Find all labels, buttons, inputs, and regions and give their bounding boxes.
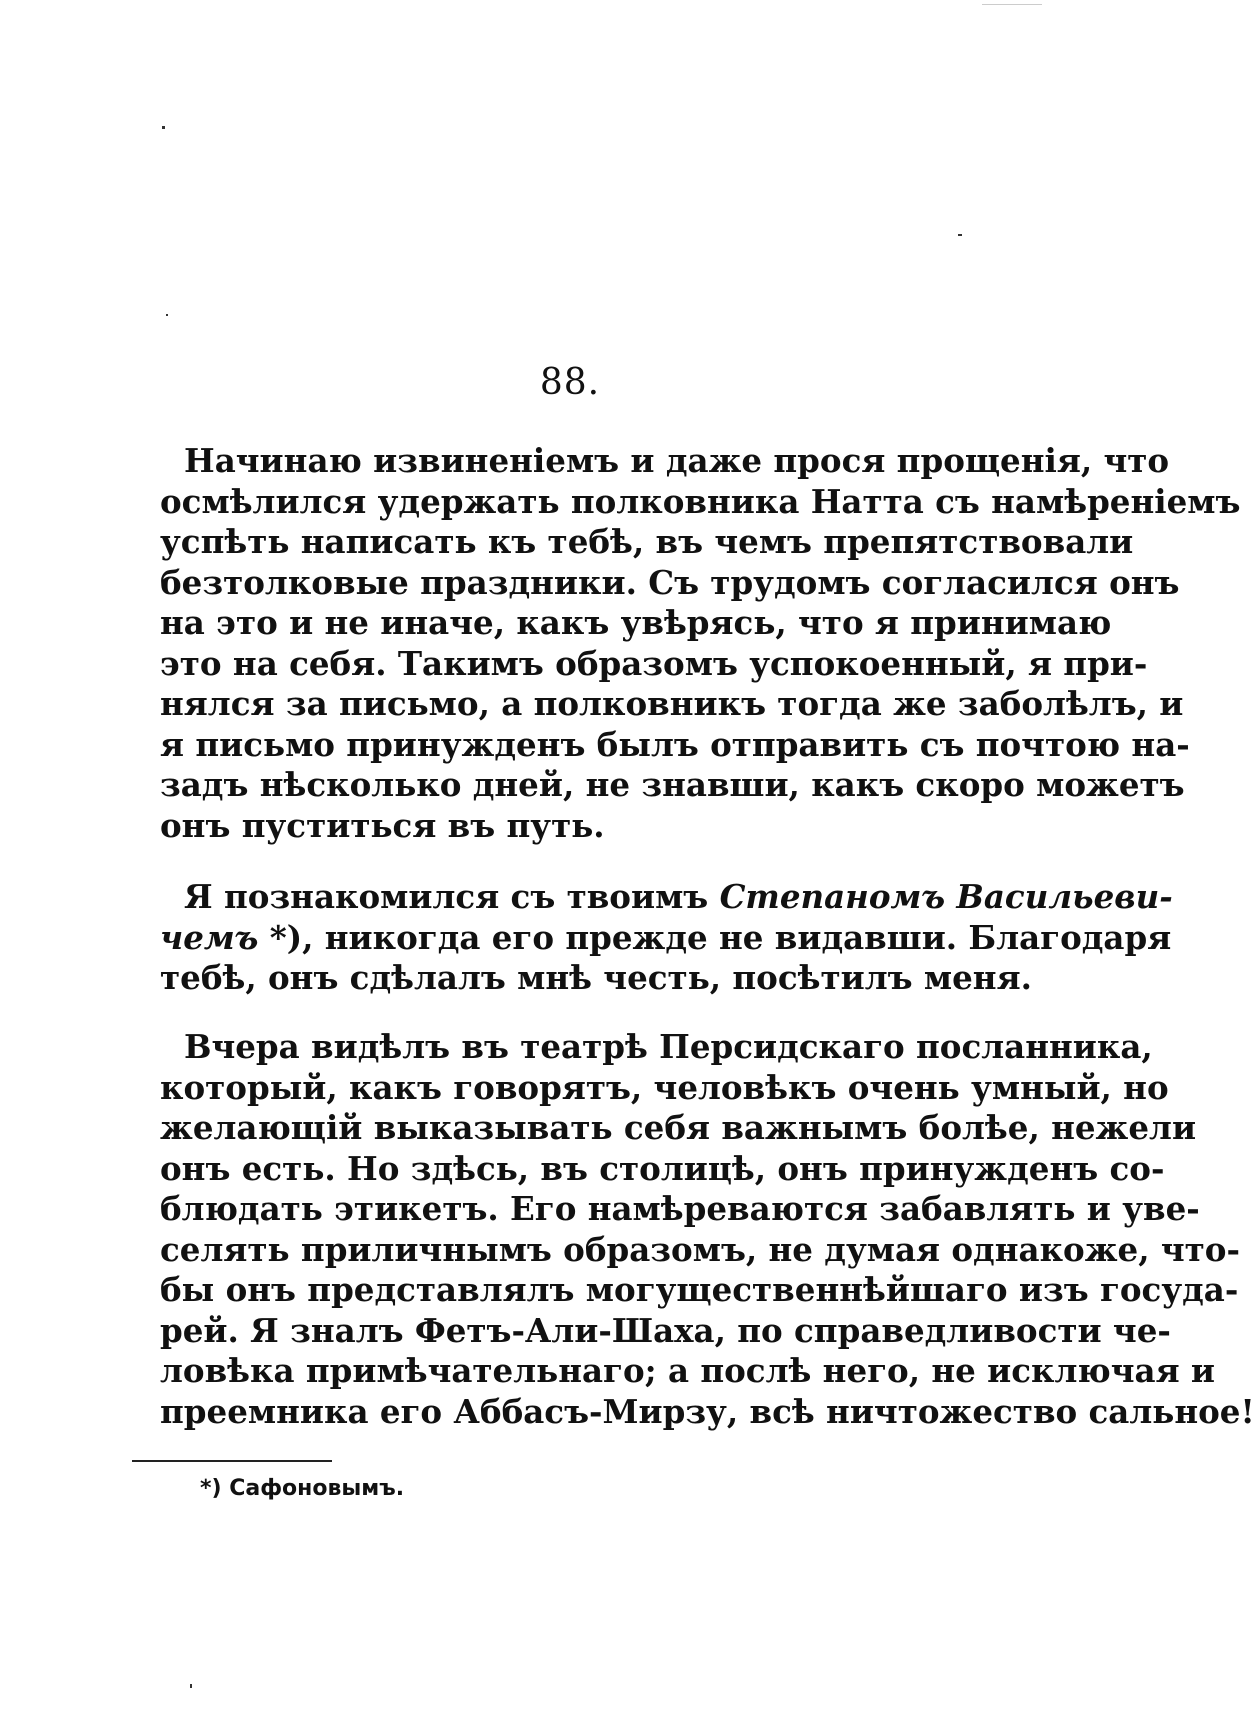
paragraph-line: бы онъ представлялъ могущественнѣйшаго изъ госуда- [160, 1270, 1239, 1309]
paragraph-line: селять приличнымъ образомъ, не думая однакоже, что- [160, 1229, 1240, 1269]
paragraph-line: Вчера видѣлъ въ театрѣ Персидскаго посланника, [184, 1027, 1153, 1066]
paragraph-line: преемника его Аббасъ-Мирзу, всѣ ничтожество сальное! [160, 1391, 1255, 1431]
text-run: Я познакомился съ твоимъ [184, 877, 720, 916]
paragraph-line: ловѣка примѣчательнаго; а послѣ него, не исключая и [160, 1351, 1216, 1390]
paragraph-line: который, какъ говорятъ, человѣкъ очень умный, но [160, 1067, 1169, 1107]
paragraph-line: я письмо принужденъ былъ отправить съ почтою на- [160, 724, 1190, 764]
paragraph-1 [160, 441, 1241, 846]
paragraph-line: тебѣ, онъ сдѣлалъ мнѣ честь, посѣтилъ меня. [160, 958, 1032, 997]
paragraph-line: это на себя. Такимъ образомъ успокоенный, я при- [160, 643, 1148, 683]
paragraph-2 [160, 877, 1173, 999]
paragraph-line: онъ пуститься въ путь. [160, 805, 605, 845]
ink-speck [190, 1684, 192, 1688]
paragraph-line: нялся за письмо, а полковникъ тогда же заболѣлъ, и [160, 684, 1184, 723]
paragraph-line [160, 917, 1172, 959]
paragraph-line: онъ есть. Но здѣсь, въ столицѣ, онъ принужденъ со- [160, 1148, 1165, 1188]
paragraph-line: Начинаю извиненіемъ и даже прося прощенія, что [184, 441, 1170, 480]
text-run: *), никогда его прежде не видавши. Благодаря [258, 917, 1172, 957]
footnote: *) Сафоновымъ. [200, 1476, 405, 1501]
ink-speck [958, 234, 962, 236]
italic-name: Степаномъ Васильеви- [719, 877, 1173, 916]
page-number: 88. [539, 362, 601, 403]
paragraph-line [160, 877, 1173, 918]
paragraph-line: успѣть написать къ тебѣ, въ чемъ препятствовали [160, 522, 1134, 561]
ink-speck [982, 4, 1042, 5]
ink-speck [166, 314, 168, 316]
paragraph-line: желающій выказывать себя важнымъ болѣе, нежели [160, 1108, 1197, 1147]
ink-speck [162, 126, 165, 129]
paragraph-line: осмѣлился удержать полковника Натта съ намѣреніемъ [160, 481, 1241, 521]
italic-name: чемъ [160, 917, 259, 957]
paragraph-line: блюдать этикетъ. Его намѣреваются забавлять и уве- [160, 1189, 1200, 1228]
paragraph-line: на это и не иначе, какъ увѣрясь, что я принимаю [160, 603, 1112, 642]
footnote-divider [132, 1460, 332, 1462]
paragraph-3 [160, 1027, 1255, 1432]
paragraph-line: рей. Я зналъ Фетъ-Али-Шаха, по справедливости че- [160, 1310, 1171, 1350]
paragraph-line: задъ нѣсколько дней, не знавши, какъ скоро можетъ [160, 765, 1185, 804]
paragraph-line: безтолковые праздники. Съ трудомъ согласился онъ [160, 562, 1180, 602]
